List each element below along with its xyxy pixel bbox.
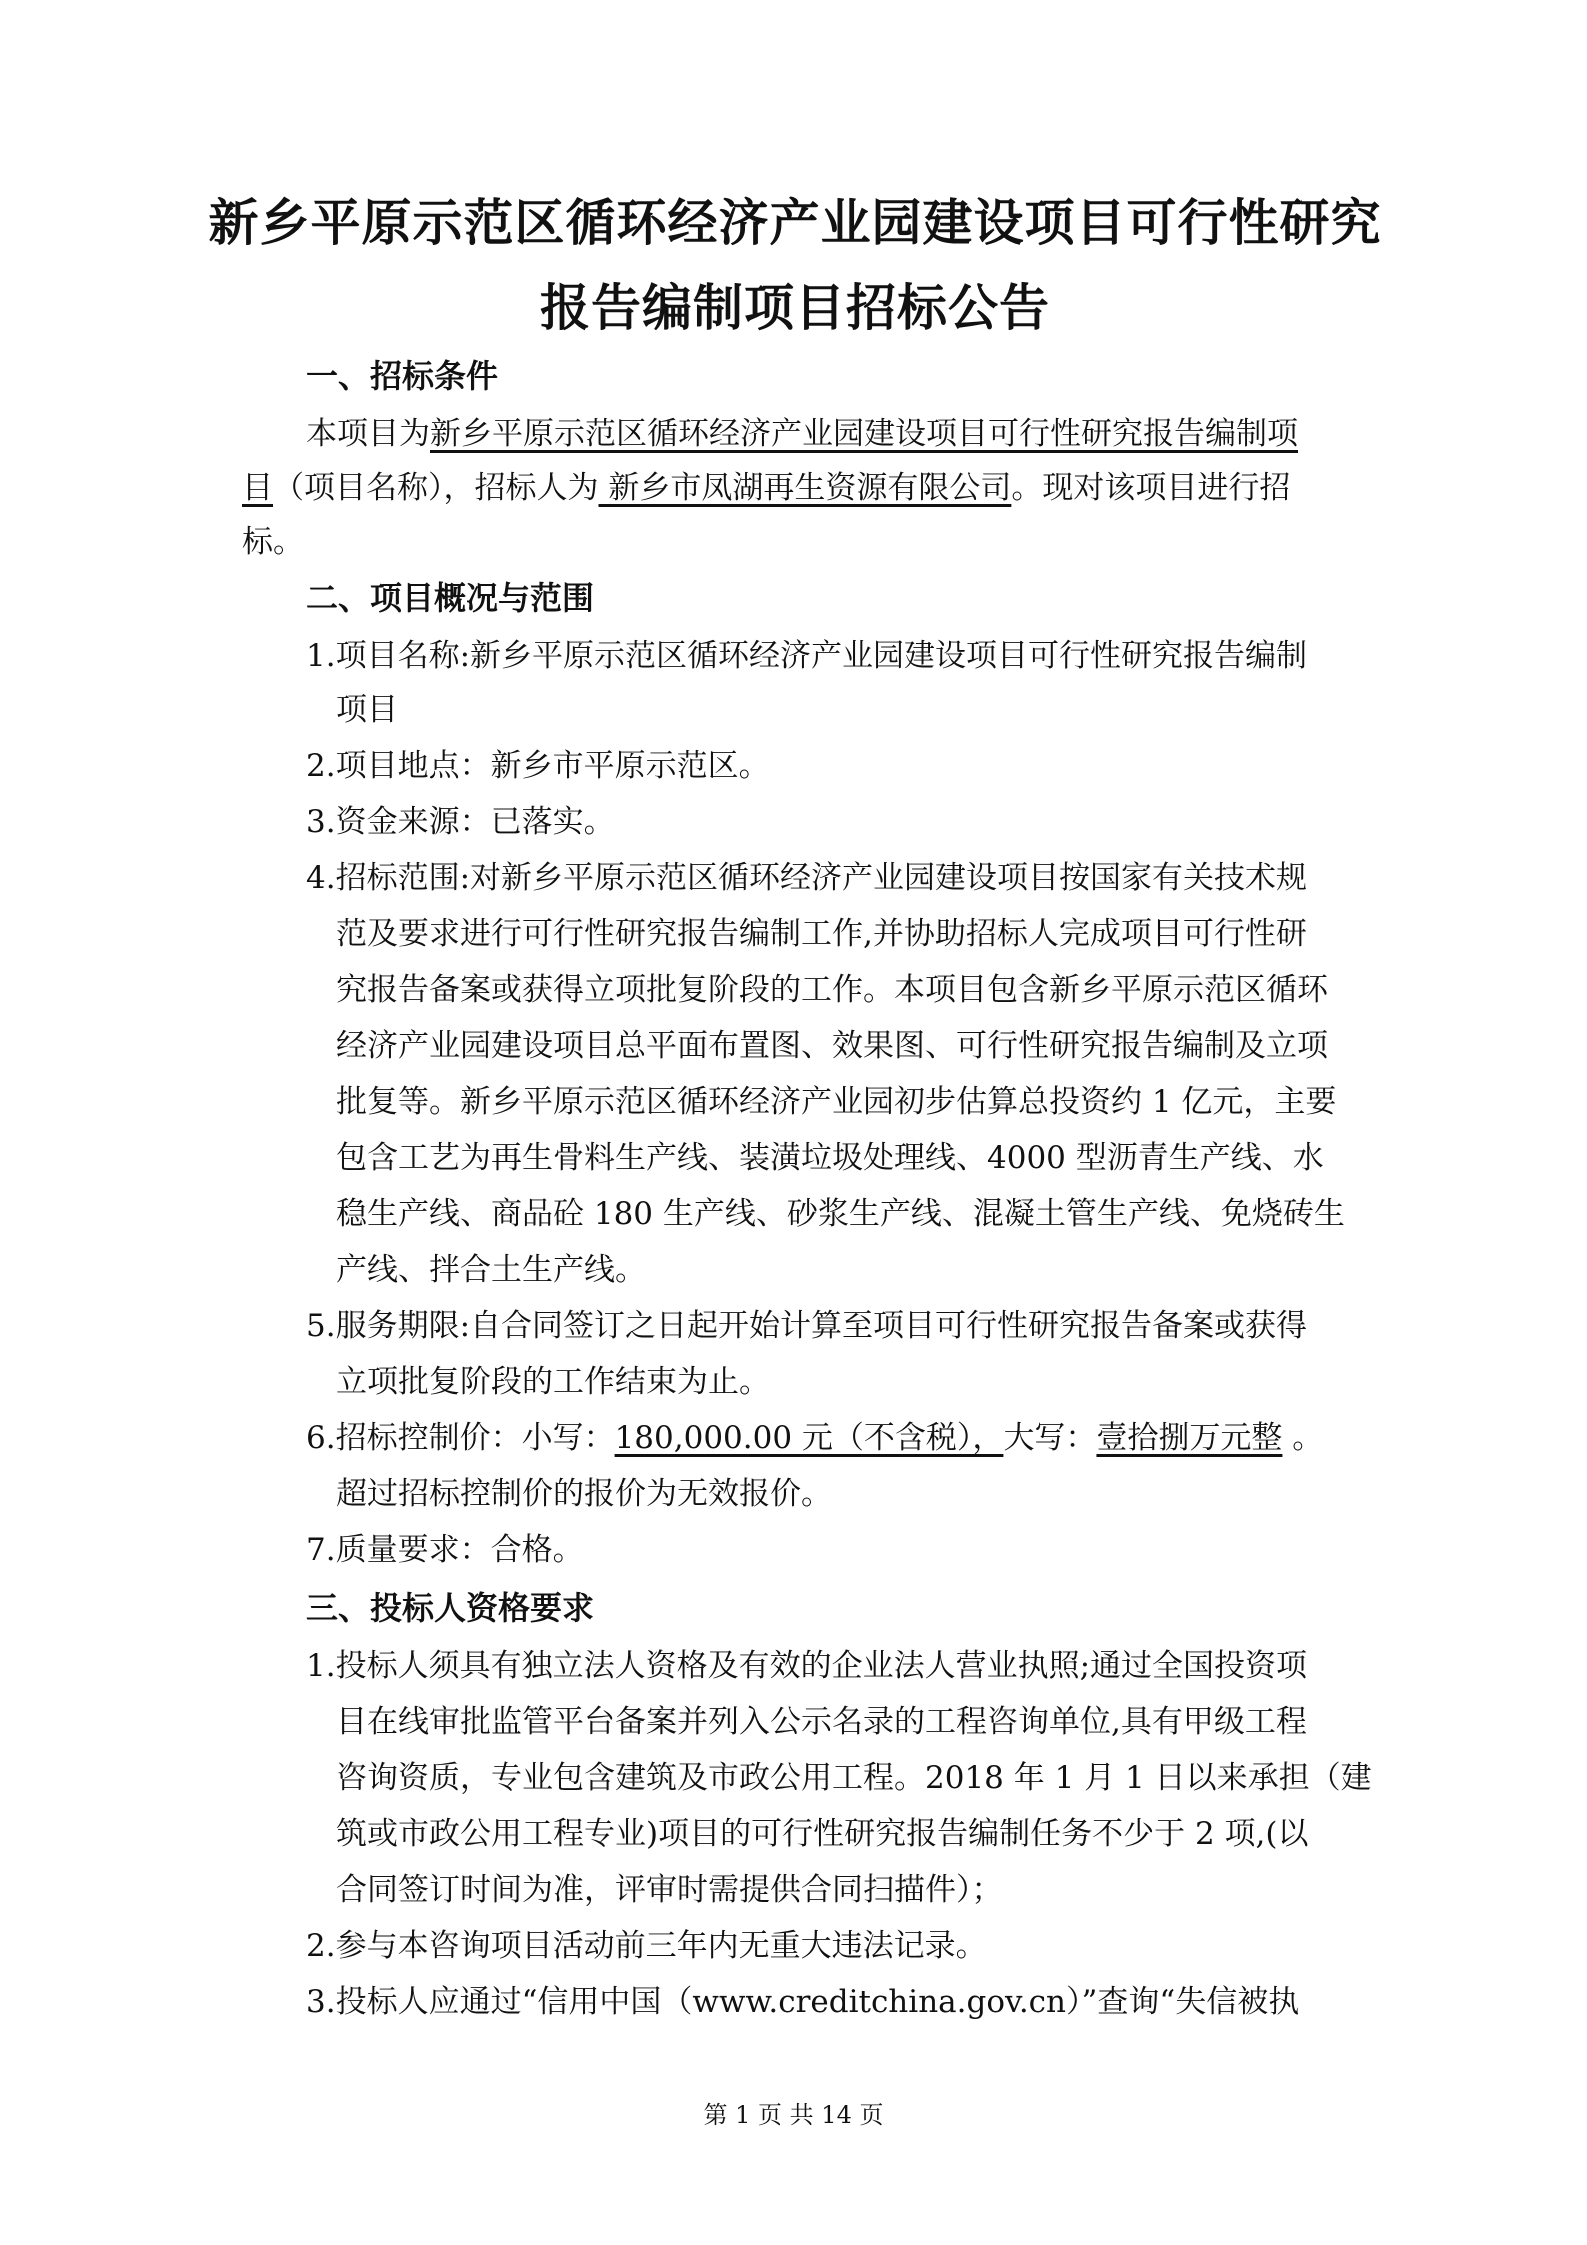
section-3-item-1-line-1: 1.投标人须具有独立法人资格及有效的企业法人营业执照;通过全国投资项 [306,1648,1308,1684]
section-2-item-4-line-1: 4.招标范围:对新乡平原示范区循环经济产业园建设项目按国家有关技术规 [306,860,1308,896]
document-title-line-1: 新乡平原示范区循环经济产业园建设项目可行性研究 [208,194,1382,252]
text: 。 [1282,1420,1324,1456]
price-uppercase-underlined: 壹拾捌万元整 [1096,1420,1283,1456]
section-3-heading: 三、投标人资格要求 [306,1589,595,1627]
section-3-item-3-line-1: 3.投标人应通过“信用中国（www.creditchina.gov.cn）”查询“失信被执 [306,1984,1300,2020]
section-3-item-1-line-3: 咨询资质，专业包含建筑及市政公用工程。2018 年 1 月 1 日以来承担（建 [336,1760,1372,1796]
section-1-paragraph-line-1 [306,414,1416,454]
document-title-line-2: 报告编制项目招标公告 [540,279,1050,337]
section-2-item-6-line-2: 超过招标控制价的报价为无效报价。 [336,1476,832,1512]
section-2-item-4-line-5: 批复等。新乡平原示范区循环经济产业园初步估算总投资约 1 亿元，主要 [336,1084,1337,1120]
text: 6.招标控制价：小写： [306,1420,615,1456]
section-2-item-2: 2.项目地点：新乡市平原示范区。 [306,748,770,784]
text: （项目名称），招标人为 [273,470,599,506]
section-2-item-4-line-2: 范及要求进行可行性研究报告编制工作,并协助招标人完成项目可行性研 [336,916,1307,952]
project-name-underlined: 新乡平原示范区循环经济产业园建设项目可行性研究报告编制项 [430,416,1298,452]
tenderer-name-underlined: 新乡市凤湖再生资源有限公司 [598,470,1012,506]
section-2-item-1-line-2: 项目 [336,692,398,728]
section-2-item-4-line-6: 包含工艺为再生骨料生产线、装潢垃圾处理线、4000 型沥青生产线、水 [336,1140,1324,1176]
section-2-item-4-line-8: 产线、拌合土生产线。 [336,1252,646,1288]
section-1-heading: 一、招标条件 [306,357,499,395]
text: 本项目为 [306,416,430,452]
section-2-item-5-line-1: 5.服务期限:自合同签订之日起开始计算至项目可行性研究报告备案或获得 [306,1308,1308,1344]
section-2-item-5-line-2: 立项批复阶段的工作结束为止。 [336,1364,770,1400]
price-lowercase-underlined: 180,000.00 元（不含税）， [614,1420,1004,1456]
section-2-item-3: 3.资金来源：已落实。 [306,804,615,840]
section-2-item-6-line-1 [306,1418,1416,1458]
section-1-paragraph-line-3: 标。 [242,524,304,560]
text: 大写： [1003,1420,1097,1456]
page-footer: 第 1 页 共 14 页 [703,2101,884,2129]
project-name-underlined-end: 目 [242,470,273,506]
section-2-item-4-line-3: 究报告备案或获得立项批复阶段的工作。本项目包含新乡平原示范区循环 [336,972,1328,1008]
section-2-item-4-line-7: 稳生产线、商品砼 180 生产线、砂浆生产线、混凝土管生产线、免烧砖生 [336,1196,1345,1232]
section-3-item-1-line-5: 合同签订时间为准，评审时需提供合同扫描件）； [336,1872,1003,1908]
section-3-item-2: 2.参与本咨询项目活动前三年内无重大违法记录。 [306,1928,987,1964]
section-1-paragraph-line-2 [242,468,1352,508]
section-2-item-4-line-4: 经济产业园建设项目总平面布置图、效果图、可行性研究报告编制及立项 [336,1028,1328,1064]
section-2-heading: 二、项目概况与范围 [306,579,595,617]
section-3-item-1-line-2: 目在线审批监管平台备案并列入公示名录的工程咨询单位,具有甲级工程 [336,1704,1307,1740]
section-2-item-1-line-1: 1.项目名称:新乡平原示范区循环经济产业园建设项目可行性研究报告编制 [306,638,1308,674]
section-3-item-1-line-4: 筑或市政公用工程专业)项目的可行性研究报告编制任务不少于 2 项,(以 [336,1816,1309,1852]
section-2-item-7: 7.质量要求：合格。 [306,1532,584,1568]
text: 。现对该项目进行招 [1011,470,1291,506]
